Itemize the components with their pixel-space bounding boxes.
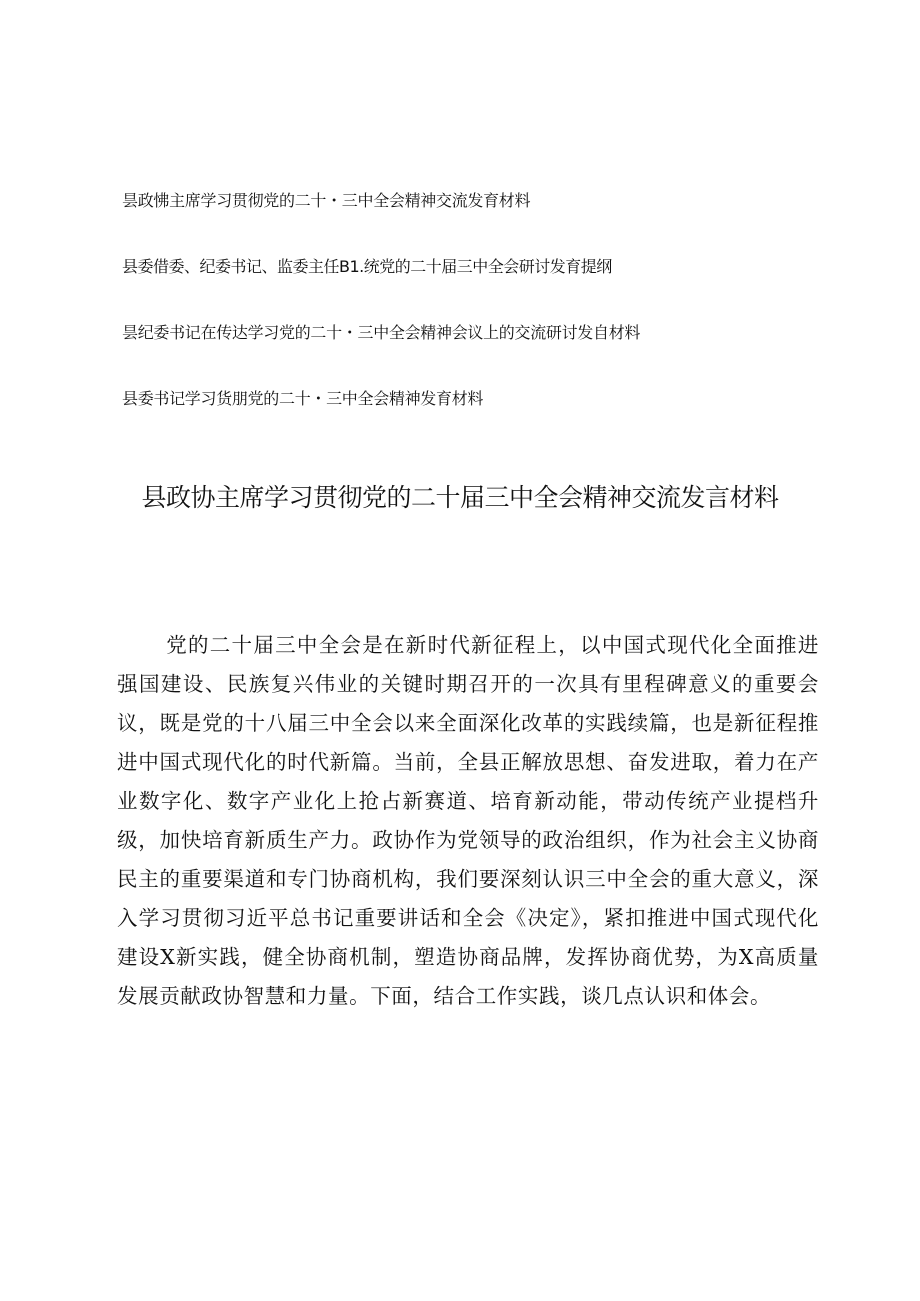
body-paragraph: 党的二十届三中全会是在新时代新征程上，以中国式现代化全面推进强国建设、民族复兴伟业的关键时期召开的一次具有里程碑意义的重要会议，既是党的十八届三中全会以来全面深化改革的实践续篇，也是新征程推进中国式现代化的时代新篇。当前，全县正解放思想、奋发进取，着力在产业数字化、数字产业化上抢占新赛道、培育新动能，带动传统产业提档升级，加快培育新质生产力。政协作为党领导的政治组织，作为社会主义协商民主的重要渠道和专门协商机构，我们要深刻认识三中全会的重大意义，深入学习贯彻习近平总书记重要讲话和全会《决定》，紧扣推进中国式现代化建设X新实践，健全协商机制，塑造协商品牌，发挥协商优势，为X高质量发展贡献政协智慧和力量。下面，结合工作实践，谈几点认识和体会。 (117, 633, 819, 1008)
toc-item[interactable]: 县委书记学习货朋党的二十・三中全会精神发育材料 (122, 389, 484, 408)
table-of-contents (122, 190, 842, 454)
toc-item[interactable]: 昙政怫主席学习贯彻党的二十・三中全会精神交流发育材料 (122, 191, 531, 210)
document-title: 县政协主席学习贯彻党的二十届三中全会精神交流发言材料 (141, 483, 779, 512)
toc-item[interactable]: 昙纪委书记在传达学习党的二十・三中全会精神会议上的交流研讨发自材料 (122, 323, 641, 342)
toc-item[interactable]: 县委借委、纪委书记、监委主任B1.统党的二十届三中全会研讨发育提纲 (122, 257, 612, 276)
